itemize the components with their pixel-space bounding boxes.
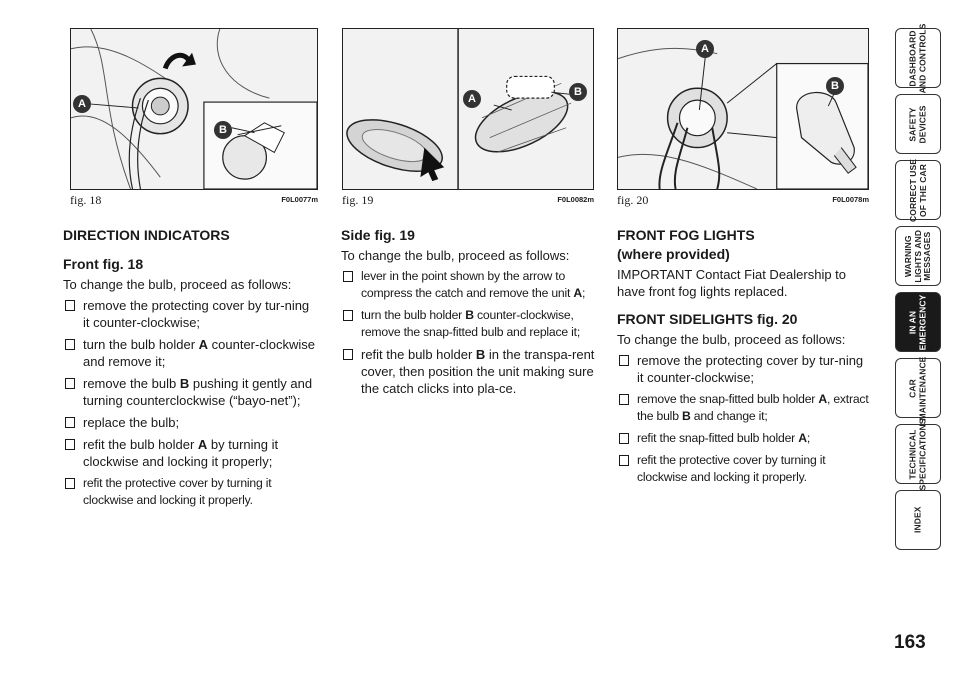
caption-rule-20 — [617, 189, 869, 190]
heading-direction-indicators: DIRECTION INDICATORS — [63, 227, 230, 243]
intro-text: To change the bulb, proceed as follows: — [617, 332, 846, 347]
subheading-front-fig18: Front fig. 18 — [63, 256, 144, 272]
figure-20-image — [617, 28, 869, 190]
tab-index[interactable]: INDEX — [895, 490, 941, 550]
callout-a-fig19: A — [463, 90, 481, 108]
figure-18-code: F0L0077m — [281, 195, 318, 204]
page-number: 163 — [894, 632, 926, 653]
intro-text: To change the bulb, proceed as follows: — [341, 248, 570, 263]
caption-rule-18 — [70, 189, 318, 190]
heading-where-provided: (where provided) — [617, 246, 730, 262]
tab-correct-use[interactable]: CORRECT USE OF THE CAR — [895, 160, 941, 220]
figure-18-caption — [70, 193, 318, 207]
step-list — [341, 268, 597, 397]
list-item: refit the snap-fitted bulb holder A; — [617, 430, 873, 447]
figure-19-caption — [342, 193, 594, 207]
list-item: replace the bulb; — [63, 414, 319, 431]
step-list — [617, 352, 873, 486]
figure-20-label: fig. 20 — [617, 193, 649, 207]
list-item: refit the protective cover by turning it clockwise and locking it properly. — [63, 475, 319, 509]
tab-technical-specifications[interactable]: TECHNICAL SPECIFICATIONS — [895, 424, 941, 484]
tab-warning-lights[interactable]: WARNING LIGHTS AND MESSAGES — [895, 226, 941, 286]
list-item: turn the bulb holder B counter-clockwise, remove the snap-fitted bulb and replace it; — [341, 307, 597, 341]
tab-dashboard-and-controls[interactable]: DASHBOARD AND CONTROLS — [895, 28, 941, 88]
figure-19-image — [342, 28, 594, 190]
tab-safety-devices[interactable]: SAFETY DEVICES — [895, 94, 941, 154]
list-item: remove the protecting cover by tur-ning it counter-clockwise; — [617, 352, 873, 386]
step-list — [63, 297, 319, 509]
figure-20-code: F0L0078m — [832, 195, 869, 204]
figure-19-code: F0L0082m — [557, 195, 594, 204]
list-item: lever in the point shown by the arrow to compress the catch and remove the unit A; — [341, 268, 597, 302]
subheading-side-fig19: Side fig. 19 — [341, 227, 415, 243]
list-item: remove the protecting cover by tur-ning it counter-clockwise; — [63, 297, 319, 331]
heading-front-fog-lights: FRONT FOG LIGHTS — [617, 227, 755, 243]
column-side-fig19 — [341, 226, 597, 402]
tab-car-maintenance[interactable]: CAR MAINTENANCE — [895, 358, 941, 418]
heading-front-sidelights: FRONT SIDELIGHTS fig. 20 — [617, 311, 798, 327]
callout-b-fig19: B — [569, 83, 587, 101]
callout-a-fig18: A — [73, 95, 91, 113]
figure-19-label: fig. 19 — [342, 193, 374, 207]
figure-18-label: fig. 18 — [70, 193, 102, 207]
caption-rule-19 — [342, 189, 594, 190]
column-direction-indicators — [63, 226, 319, 514]
list-item: refit the bulb holder B in the transpa-rent cover, then position the unit making sure the catch clicks into pla-ce. — [341, 346, 597, 397]
figure-18-image — [70, 28, 318, 190]
tab-in-an-emergency[interactable]: IN AN EMERGENCY — [895, 292, 941, 352]
callout-b-fig20: B — [826, 77, 844, 95]
list-item: remove the bulb B pushing it gently and turning counterclockwise (“bayo-net”); — [63, 375, 319, 409]
list-item: turn the bulb holder A counter-clockwise and remove it; — [63, 336, 319, 370]
important-note: IMPORTANT Contact Fiat Dealership to have front fog lights replaced. — [617, 267, 847, 299]
list-item: remove the snap-fitted bulb holder A, extract the bulb B and change it; — [617, 391, 873, 425]
callout-a-fig20: A — [696, 40, 714, 58]
list-item: refit the bulb holder A by turning it clockwise and locking it properly; — [63, 436, 319, 470]
figure-20-caption — [617, 193, 869, 207]
callout-b-fig18: B — [214, 121, 232, 139]
section-tabs — [895, 23, 941, 556]
intro-text: To change the bulb, proceed as follows: — [63, 277, 292, 292]
list-item: refit the protective cover by turning it clockwise and locking it properly. — [617, 452, 873, 486]
column-front-lights — [617, 226, 873, 491]
